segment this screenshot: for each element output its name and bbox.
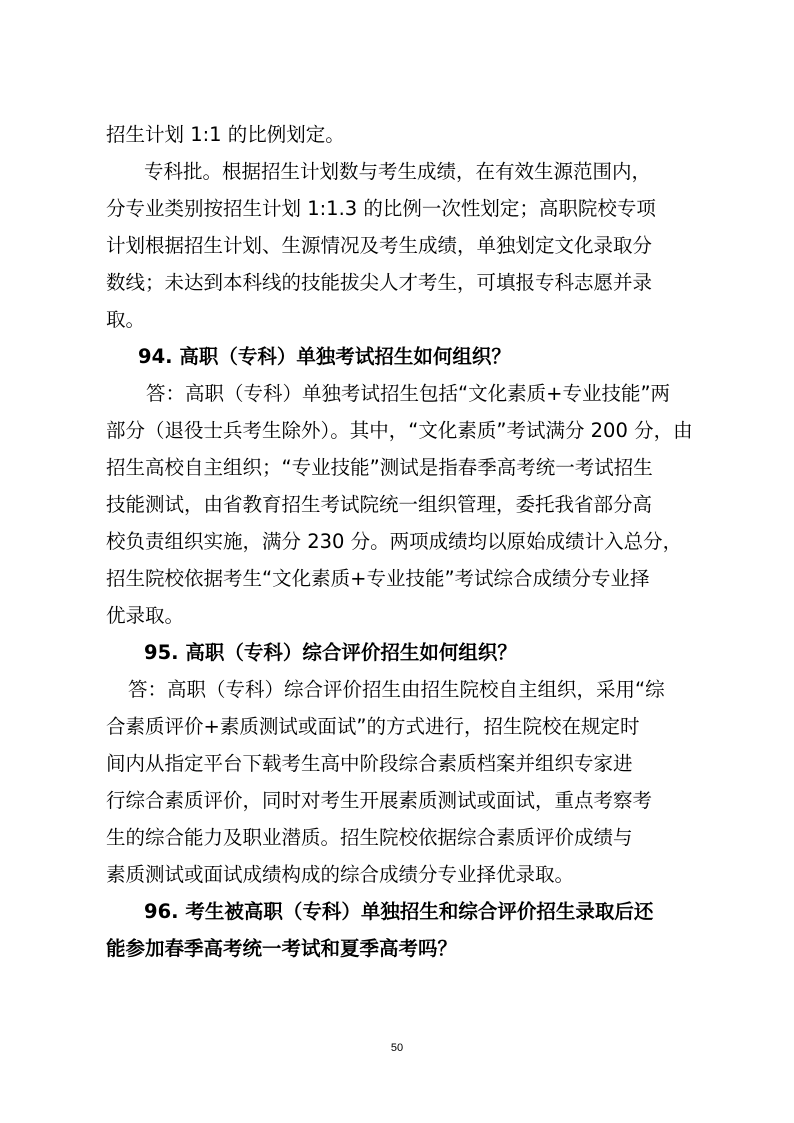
question-heading: 96. 考生被高职（专科）单独招生和综合评价招生录取后还 <box>144 900 654 923</box>
answer-line: 招生高校自主组织；“专业技能”测试是指春季高考统一考试招生 <box>106 456 653 479</box>
answer-line: 技能测试，由省教育招生考试院统一组织管理，委托我省部分高 <box>106 493 653 516</box>
answer-line: 素质测试或面试成绩构成的综合成绩分专业择优录取。 <box>106 863 575 886</box>
question-heading: 95. 高职（专科）综合评价招生如何组织？ <box>144 641 517 664</box>
text-line: 分专业类别按招生计划 1:1.3 的比例一次性划定；高职院校专项 <box>106 197 656 220</box>
answer-line: 答：高职（专科）综合评价招生由招生院校自主组织，采用“综 <box>128 678 665 701</box>
answer-line: 合素质评价+素质测试或面试”的方式进行，招生院校在规定时 <box>106 715 640 738</box>
page-number: 50 <box>390 1042 404 1054</box>
answer-line: 招生院校依据考生“文化素质+专业技能”考试综合成绩分专业择 <box>106 567 650 590</box>
text-line: 招生计划 1:1 的比例划定。 <box>106 123 345 146</box>
text-line: 专科批。根据招生计划数与考生成绩，在有效生源范围内， <box>144 160 652 183</box>
text-line: 计划根据招生计划、生源情况及考生成绩，单独划定文化录取分 <box>106 234 653 257</box>
answer-line: 生的综合能力及职业潜质。招生院校依据综合素质评价成绩与 <box>106 826 633 849</box>
text-line: 数线；未达到本科线的技能拔尖人才考生，可填报专科志愿并录 <box>106 271 653 294</box>
text-line: 取。 <box>106 308 146 331</box>
question-heading: 94. 高职（专科）单独考试招生如何组织？ <box>138 345 511 368</box>
answer-line: 校负责组织实施，满分 230 分。两项成绩均以原始成绩计入总分， <box>106 530 683 553</box>
answer-line: 部分（退役士兵考生除外）。其中，“文化素质”考试满分 200 分，由 <box>106 419 693 442</box>
answer-line: 间内从指定平台下载考生高中阶段综合素质档案并组织专家进 <box>106 752 633 775</box>
question-heading: 能参加春季高考统一考试和夏季高考吗？ <box>106 937 458 960</box>
answer-line: 优录取。 <box>106 604 185 627</box>
answer-line: 行综合素质评价，同时对考生开展素质测试或面试，重点考察考 <box>106 789 653 812</box>
answer-line: 答：高职（专科）单独考试招生包括“文化素质+专业技能”两 <box>146 382 671 405</box>
